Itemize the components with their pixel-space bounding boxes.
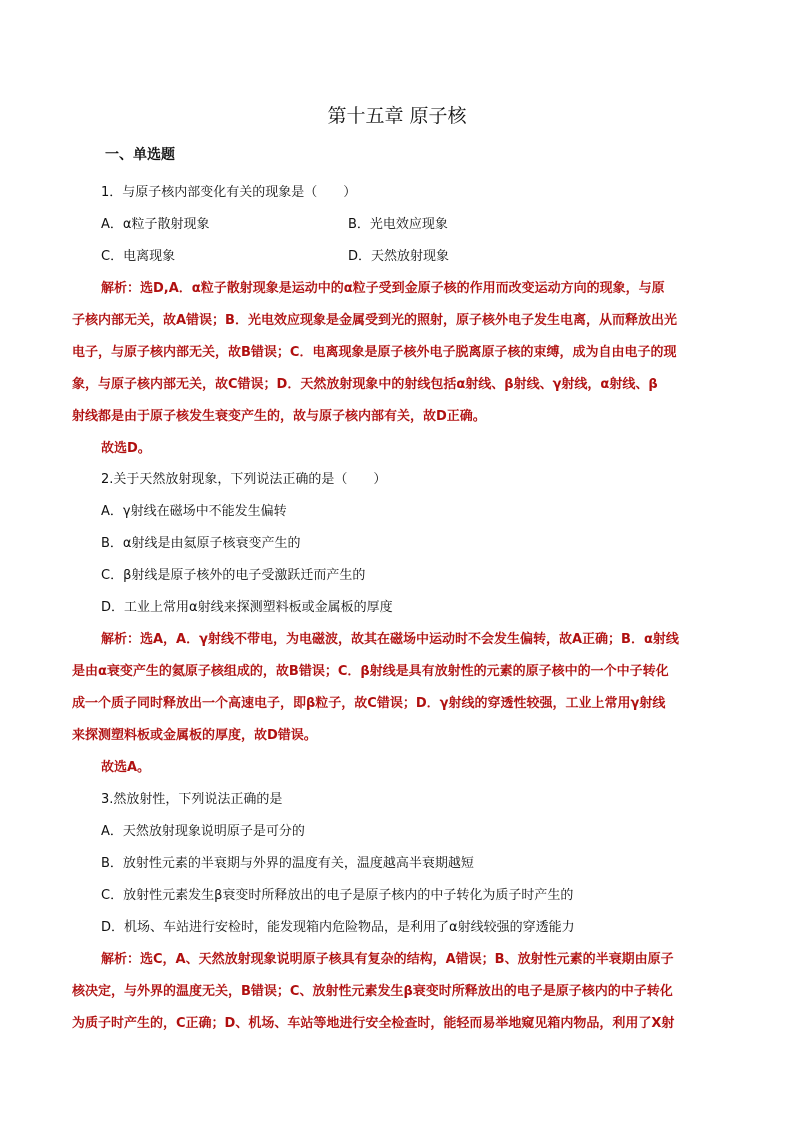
- q1-conclusion: 故选D。: [101, 441, 151, 456]
- q3-option-a: A．天然放射现象说明原子是可分的: [101, 824, 305, 839]
- q2-stem: 2.关于天然放射现象，下列说法正确的是（ ）: [101, 472, 387, 487]
- chapter-title: 第十五章 原子核: [327, 105, 467, 127]
- q1-option-a: A．α粒子散射现象: [101, 217, 210, 232]
- q1-analysis-line: 电子，与原子核内部无关，故B错误；C．电离现象是原子核外电子脱离原子核的束缚，成为自由电子的现: [72, 345, 677, 360]
- q3-analysis-line: 解析：选C，A、天然放射现象说明原子核具有复杂的结构，A错误；B、放射性元素的半衰期由原子: [101, 952, 674, 967]
- section-heading: 一、单选题: [105, 147, 175, 163]
- q3-analysis-line: 核决定，与外界的温度无关，B错误；C、放射性元素发生β衰变时所释放出的电子是原子核内的中子转化: [72, 984, 673, 999]
- q1-analysis-line: 射线都是由于原子核发生衰变产生的，故与原子核内部有关，故D正确。: [72, 409, 486, 424]
- q3-stem: 3.然放射性，下列说法正确的是: [101, 792, 283, 807]
- q3-option-b: B．放射性元素的半衰期与外界的温度有关，温度越高半衰期越短: [101, 856, 474, 871]
- q3-option-d: D．机场、车站进行安检时，能发现箱内危险物品，是利用了α射线较强的穿透能力: [101, 920, 575, 935]
- q2-analysis-line: 解析：选A，A．γ射线不带电，为电磁波，故其在磁场中运动时不会发生偏转，故A正确；B．α射线: [101, 632, 679, 647]
- q3-analysis-line: 为质子时产生的，C正确；D、机场、车站等地进行安全检查时，能轻而易举地窥见箱内物品，利用了X射: [72, 1016, 675, 1031]
- q2-analysis-line: 来探测塑料板或金属板的厚度，故D错误。: [72, 728, 317, 743]
- q1-stem: 1．与原子核内部变化有关的现象是（ ）: [101, 185, 357, 200]
- q1-analysis-line: 象，与原子核内部无关，故C错误；D．天然放射现象中的射线包括α射线、β射线、γ射线，α射线、β: [72, 377, 658, 392]
- q1-analysis-line: 解析：选D,A．α粒子散射现象是运动中的α粒子受到金原子核的作用而改变运动方向的现象，与原: [101, 281, 665, 296]
- q2-option-b: B．α射线是由氦原子核衰变产生的: [101, 536, 301, 551]
- q1-option-d: D．天然放射现象: [348, 249, 450, 264]
- q2-option-a: A．γ射线在磁场中不能发生偏转: [101, 504, 287, 519]
- q2-analysis-line: 是由α衰变产生的氦原子核组成的，故B错误；C．β射线是具有放射性的元素的原子核中的一个中子转化: [72, 664, 669, 679]
- q2-conclusion: 故选A。: [101, 760, 151, 775]
- q1-analysis-line: 子核内部无关，故A错误；B．光电效应现象是金属受到光的照射，原子核外电子发生电离，从而释放出光: [72, 313, 677, 328]
- q1-option-c: C．电离现象: [101, 249, 176, 264]
- q2-analysis-line: 成一个质子同时释放出一个高速电子，即β粒子，故C错误；D．γ射线的穿透性较强，工业上常用γ射线: [72, 696, 666, 711]
- q1-option-b: B．光电效应现象: [348, 217, 448, 232]
- q3-option-c: C．放射性元素发生β衰变时所释放出的电子是原子核内的中子转化为质子时产生的: [101, 888, 574, 903]
- q2-option-d: D．工业上常用α射线来探测塑料板或金属板的厚度: [101, 600, 393, 615]
- q2-option-c: C．β射线是原子核外的电子受激跃迁而产生的: [101, 568, 366, 583]
